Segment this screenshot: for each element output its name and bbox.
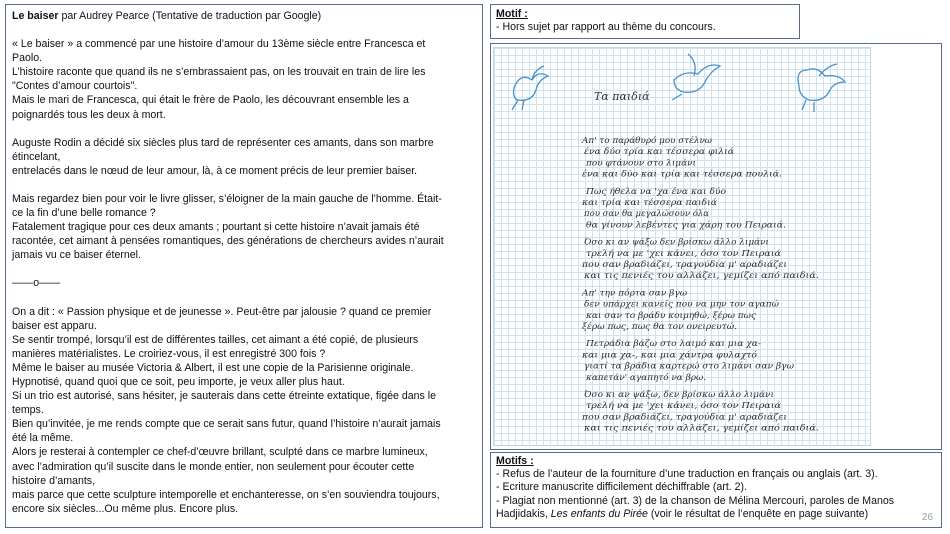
poem-line: été la même. (12, 432, 74, 445)
poem-body (12, 37, 476, 516)
poem-line: L’histoire raconte que quand ils ne s’embrassaient pas, on les trouvait en train de lire les (12, 66, 426, 79)
poem-line: jamais vu ce baiser éternel. (12, 249, 141, 262)
manuscript-line: καπετάν' αγαπητό να βρω. (584, 371, 706, 382)
manuscript-line: που φτάνουν στο λιμάνι (584, 157, 696, 168)
poem-line: "Contes d’amour courtois". (12, 80, 138, 93)
manuscript-line: και τις πενιές του αλλάζει, γεμίζει από παιδιά. (582, 422, 819, 433)
poem-title-bold: Le baiser (12, 10, 59, 22)
poem-line: « Le baiser » a commencé par une histoire d’amour du 13ème siècle entre Francesca et (12, 38, 426, 51)
manuscript-lines (581, 135, 819, 433)
poem-line: Hypnotisé, quand quoi que ce soit, peu importe, je veux aller plus haut. (12, 375, 345, 388)
poem-line: Mais regardez bien pour voir le livre glisser, s’éloigner de la main gauche de l’homme. Était- (12, 192, 442, 205)
motifs-heading: Motifs : (496, 455, 534, 467)
manuscript-line: ένα δύο τρία και τέσσερα φιλιά (584, 146, 735, 157)
poem-line: Alors je resterai à contempler ce chef-d’œuvre brillant, sculpté dans ce marbre lumineux, (12, 446, 428, 459)
poem-line: histoire d’amants, (12, 474, 96, 487)
poem-title (12, 9, 476, 23)
poem-translation-panel (5, 4, 483, 528)
poem-line: racontée, cet aimant à pensées romantiques, des générations de chercheurs avides n’aurait (12, 235, 444, 248)
poem-line: Fatalement tragique pour ces deux amants ; pourtant si cette histoire n’avait jamais été (12, 221, 420, 234)
motif-heading: Motif : (496, 8, 528, 20)
poem-line: On a dit : « Passion physique et de jeunesse ». Peut-être par jalousie ? quand ce premier (12, 305, 432, 318)
manuscript-line: θα γίνουν λεβέντες για χάρη του Πειραιά. (586, 219, 786, 230)
poem-line: baiser est apparu. (12, 319, 97, 332)
manuscript-line: που σαν βραδιάζει, τραγούδια μ' αραδιάζει (580, 259, 787, 269)
manuscript-line: τρελή να με 'χει κάνει, όσο τον Πειραιά (586, 400, 782, 411)
poem-line: Si un trio est autorisé, sans hésiter, je sauterais dans cette étreinte extatique, figée dans le (12, 390, 436, 403)
manuscript-line: δεν υπάρχει κανείς που να μην τον αγαπώ (584, 298, 780, 309)
poem-line: entrelacés dans le nœud de leur amour, là, à ce moment précis de leur premier baiser. (12, 164, 418, 177)
motif-text: - Hors sujet par rapport au thème du concours. (496, 21, 716, 33)
poem-line: poignardés tous les deux à mort. (12, 108, 166, 121)
poem-line: Auguste Rodin a décidé six siècles plus tard de représenter ces amants, dans son marbre (12, 136, 434, 149)
poem-line: Même le baiser au musée Victoria & Albert, il est une copie de la Parisienne originale. (12, 361, 414, 374)
manuscript-line: και σαν το βράδυ κοιμηθώ, ξέρω πως (584, 309, 757, 320)
manuscript-line: Απ' το παράθυρό μου στέλνω (580, 135, 713, 145)
poem-line: manières matérialistes. Le croiriez-vous, il est enregistré 300 fois ? (12, 347, 326, 360)
motifs-item-3: - Plagiat non mentionné (art. 3) de la chanson de Mélina Mercouri, paroles de Manos (496, 494, 895, 507)
bird-icon-right (798, 64, 845, 112)
poem-line: encore six siècles...Ou même plus. Encore plus. (12, 502, 239, 515)
poem-title-author: par Audrey Pearce (Tentative de traduction par Google) (58, 10, 322, 22)
poem-line: ce la fin d’une belle romance ? (12, 207, 156, 220)
poem-line: étincelant, (12, 150, 61, 163)
manuscript-line: και τρία και τέσσερα παιδιά (580, 197, 718, 207)
manuscript-line: ξέρω πως, πως θα τον ονειρευτώ. (582, 321, 737, 331)
manuscript-line: και τις πενιές του αλλάζει, γεμίζει από παιδιά. (582, 270, 819, 281)
poem-line: Se sentir trompé, lorsqu’il est de différentes tailles, cet aimant a été copié, de plusieurs (12, 333, 419, 346)
poem-line: Mais le mari de Francesca, qui était le frère de Paolo, les découvrant ensemble les a (12, 94, 409, 107)
manuscript-line: γιατί τα βράδια καρτερώ στο λιμάνι σαν βγω (584, 360, 795, 371)
handwritten-manuscript-image (493, 47, 871, 446)
manuscript-line: ένα και δύο και τρία και τέσσερα πουλιά. (582, 168, 782, 179)
manuscript-line: που σαν βραδιάζει, τραγούδια μ' αραδιάζει (580, 411, 787, 422)
poem-line: Paolo. (12, 52, 43, 65)
manuscript-line: και μια χα-, και μια χάντρα φυλαχτό (580, 349, 758, 360)
motifs-item-2: - Ecriture manuscrite difficilement déchiffrable (art. 2). (496, 481, 748, 494)
manuscript-title: Τα παιδιά (594, 90, 650, 103)
poem-line: mais parce que cette sculpture intemporelle et enchanteresse, on s’en souviendra toujours, (12, 488, 440, 501)
poem-line: ——o—— (12, 277, 61, 290)
poem-line: avec l’admiration qu’il suscite dans le monde entier, non seulement pour écouter cette (12, 460, 415, 473)
motifs-item-1: - Refus de l’auteur de la fourniture d’une traduction en français ou anglais (art. 3). (496, 468, 878, 481)
motifs-item-4: Hadjidakis, Les enfants du Pirée (voir le résultat de l’enquête en page suivante) (496, 507, 869, 520)
song-title: Les enfants du Pirée (550, 507, 648, 520)
manuscript-line: που σαν θα μεγαλώσουν όλα (582, 208, 710, 219)
manuscript-line: Πετράδια βάζω στο λαιμό και μια χα- (584, 338, 762, 349)
manuscript-line: Όσο κι αν ψάξω, δεν βρίσκω άλλο λιμάνι (584, 389, 774, 399)
manuscript-line: τρελή να με 'χει κάνει, όσο τον Πειραιά (586, 247, 782, 258)
motifs-box (490, 452, 942, 528)
page-number: 26 (921, 511, 933, 523)
poem-line: temps. (12, 404, 44, 417)
poem-line: Bien qu’invitée, je me rends compte que ce serait sans futur, quand l’histoire n’aurait jamais (12, 418, 441, 431)
manuscript-line: Πως ήθελα να 'χα ένα και δύο (584, 185, 727, 196)
manuscript-line: Απ' την πόρτα σαν βγω (580, 287, 688, 298)
bird-icon-left (512, 66, 548, 110)
motif-box (490, 4, 800, 39)
manuscript-line: Όσο κι αν ψάξω δεν βρίσκω άλλο λιμάνι (584, 236, 769, 247)
manuscript-drawing (494, 48, 872, 447)
bird-icon-center (672, 54, 720, 100)
